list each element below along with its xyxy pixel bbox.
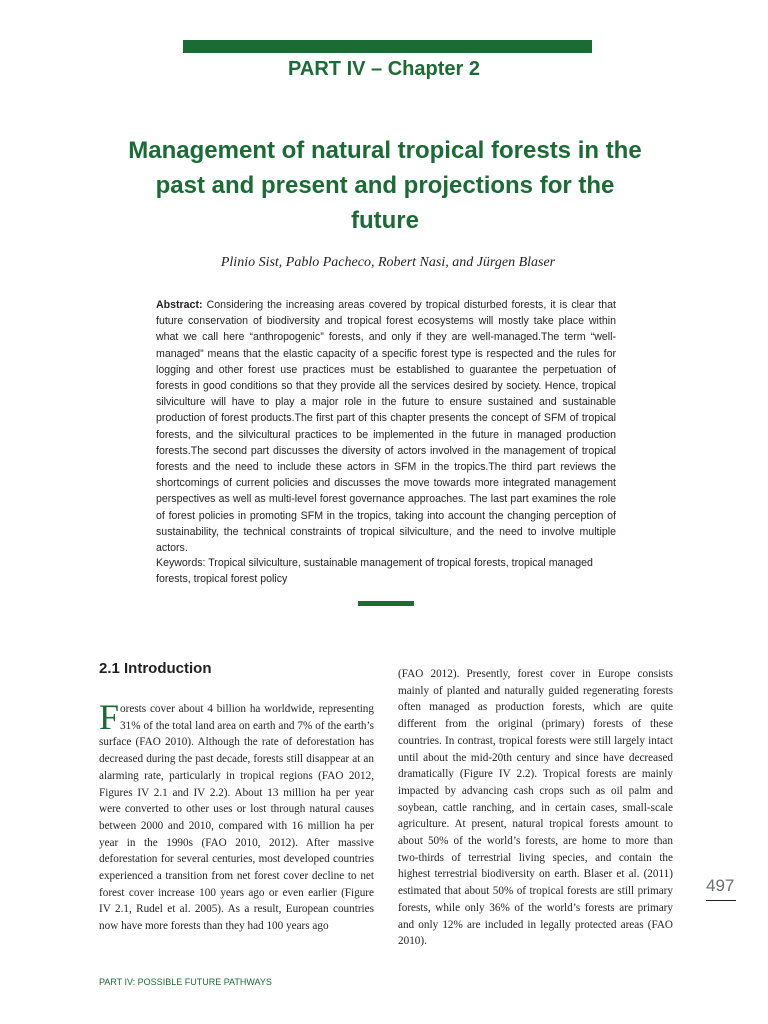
abstract-block [156, 297, 616, 556]
section-divider-bar [358, 601, 414, 606]
drop-cap: F [99, 697, 120, 737]
left-column-text: orests cover about 4 billion ha worldwide, representing 31% of the total land area on earth and 7% of the earth’s surface (FAO 2010). Although the rate of deforestation has decreased during the past decade, forests still disappear at an alarming rate, particularly in tropical regions (FAO 2012, Figures IV 2.1 and IV 2.2). About 13 million ha per year were converted to other uses or lost through natural causes between 2000 and 2010, compared with 16 million ha per year in the 1990s (FAO 2010, 2012). After massive deforestation for several centuries, most developed countries experienced a transition from net forest cover decline to net forest cover increase 100 years ago or even earlier (Figure IV 2.1, Rudel et al. 2005). As a result, European countries now have more forests than they had 100 years ago [99, 703, 374, 933]
abstract-text: Considering the increasing areas covered by tropical disturbed forests, it is clear that future conservation of biodiversity and tropical forest ecosystems will mostly take place within what we call here “anthropogenic” forests, and only if they are well-managed.The term “well-managed” means that the elastic capacity of a specific forest type is respected and the rules for logging and other forest use practices must be established to guarantee the perpetuation of forests in good conditions so that they provide all the services desired by society. Hence, tropical silviculture will have to play a major role in the future to ensure sustained and sustainable production of forest products.The first part of this chapter presents the concept of SFM of tropical forests, and the silvicultural practices to be implemented in the future in managed production forests.The second part discusses the diversity of actors involved in the management of tropical forests and the need to include these actors in SFM in the tropics.The third part reviews the shortcomings of current policies and discusses the move towards more integrated management perspectives as well as multi-level forest governance approaches. The last part examines the role of forest policies in promoting SFM in the tropics, taking into account the changing perception of sustainability, the technical constraints of tropical silviculture, and the need to involve multiple actors. [156, 299, 616, 555]
top-decorative-bar [183, 40, 592, 53]
section-heading: 2.1 Introduction [99, 660, 212, 677]
keywords-line: Keywords: Tropical silviculture, sustainable management of tropical forests, tropical managed forests, tropical forest policy [156, 557, 593, 586]
left-column [99, 697, 374, 935]
running-footer: PART IV: POSSIBLE FUTURE PATHWAYS [99, 977, 272, 987]
chapter-title: Management of natural tropical forests in the past and present and projections for the future [128, 137, 642, 234]
authors-line: Plinio Sist, Pablo Pacheco, Robert Nasi, and Jürgen Blaser [220, 255, 556, 270]
right-column [398, 666, 673, 950]
page-number: 497 [706, 876, 735, 895]
right-column-text: (FAO 2012). Presently, forest cover in Europe consists mainly of planted and naturally guided regenerating forests often managed as production forests, which are quite different from the original (primary) forests of these countries. In contrast, tropical forests were still largely intact until about the mid-20th century and since have decreased dramatically (Figure IV 2.2). Tropical forests are mainly impacted by advancing cash crops such as oil palm and soybean, cattle ranching, and in certain cases, small-scale agriculture. At present, natural tropical forests amount to about 50% of the world’s forests, are home to more than two-thirds of terrestrial living species, and contain the highest terrestrial biodiversity on earth. Blaser et al. (2011) estimated that about 50% of tropical forests are still primary forests, while only 36% of the world’s forests are primary and only 12% are included in legally protected areas (FAO 2010). [398, 668, 673, 948]
page-number-rule [706, 900, 736, 901]
part-chapter-heading: PART IV – Chapter 2 [288, 58, 480, 80]
abstract-label: Abstract: [156, 299, 203, 311]
